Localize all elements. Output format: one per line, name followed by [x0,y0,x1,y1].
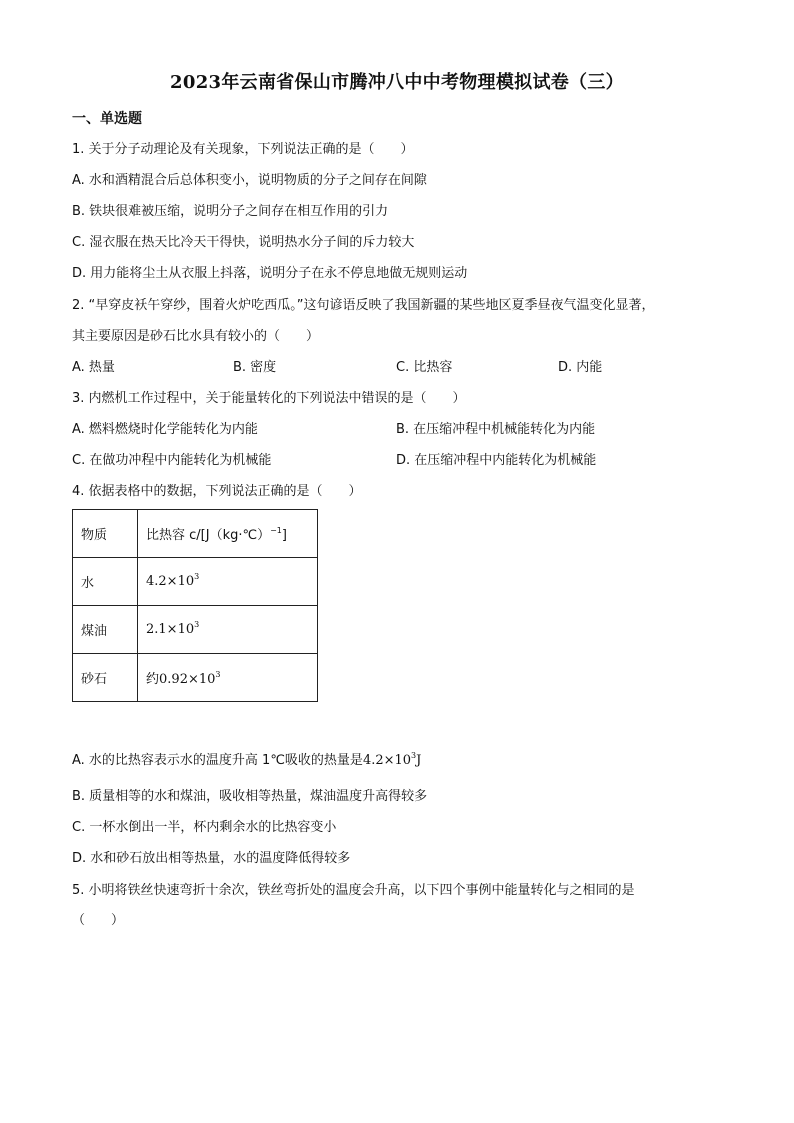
table-cell-substance: 砂石 [73,654,138,702]
q1-option-a[interactable]: A. 水和酒精混合后总体积变小，说明物质的分子之间存在间隙 [72,173,427,188]
q1-option-d[interactable]: D. 用力能将尘土从衣服上抖落，说明分子在永不停息地做无规则运动 [72,266,468,281]
q2-option-d[interactable]: D. 内能 [558,360,603,375]
q4-option-c[interactable]: C. 一杯水倒出一半，杯内剩余水的比热容变小 [72,820,337,835]
q2-option-a[interactable]: A. 热量 [72,360,115,375]
q4-option-a[interactable]: A. 水的比热容表示水的温度升高 1℃吸收的热量是$4.2\times 10^3J$ [72,751,422,768]
q4-stem: 4. 依据表格中的数据，下列说法正确的是（ ） [72,484,362,499]
q1-stem: 1. 关于分子动理论及有关现象，下列说法正确的是（ ） [72,142,414,157]
q3-option-b[interactable]: B. 在压缩冲程中机械能转化为内能 [396,422,596,437]
table-cell-substance: 煤油 [73,606,138,654]
exam-title: 2023年云南省保山市腾冲八中中考物理模拟试卷（三） [170,72,624,93]
q5-stem-line2: （ ） [72,913,125,928]
q2-option-b[interactable]: B. 密度 [233,360,277,375]
table-cell-value: $4.2\times 10^3$ [138,558,318,606]
q2-option-c[interactable]: C. 比热容 [396,360,453,375]
section-heading: 一、单选题 [72,111,142,127]
table-cell-value: 约$0.92\times 10^3$ [138,654,318,702]
q3-stem: 3. 内燃机工作过程中，关于能量转化的下列说法中错误的是（ ） [72,391,466,406]
table-header-specific-heat: 比热容 c/[J（kg·℃）$^{-1}$] [138,510,318,558]
q1-option-b[interactable]: B. 铁块很难被压缩，说明分子之间存在相互作用的引力 [72,204,389,219]
table-header-row [73,510,318,558]
table-cell-value: $2.1\times 10^3$ [138,606,318,654]
q2-stem-line2: 其主要原因是砂石比水具有较小的（ ） [72,329,320,344]
q4-option-b[interactable]: B. 质量相等的水和煤油，吸收相等热量，煤油温度升高得较多 [72,789,428,804]
specific-heat-table [72,509,318,702]
table-row [73,606,318,654]
table-header-substance: 物质 [73,510,138,558]
q4-option-d[interactable]: D. 水和砂石放出相等热量，水的温度降低得较多 [72,851,351,866]
table-row [73,654,318,702]
q2-stem-line1: 2. “早穿皮袄午穿纱，围着火炉吃西瓜。”这句谚语反映了我国新疆的某些地区夏季昼夜气温变化显著， [72,298,655,313]
q3-option-d[interactable]: D. 在压缩冲程中内能转化为机械能 [396,453,597,468]
q5-stem-line1: 5. 小明将铁丝快速弯折十余次，铁丝弯折处的温度会升高，以下四个事例中能量转化与之相同的是 [72,883,635,898]
q1-option-c[interactable]: C. 湿衣服在热天比冷天干得快，说明热水分子间的斥力较大 [72,235,415,250]
table-cell-substance: 水 [73,558,138,606]
table-row [73,558,318,606]
q3-option-c[interactable]: C. 在做功冲程中内能转化为机械能 [72,453,272,468]
q3-option-a[interactable]: A. 燃料燃烧时化学能转化为内能 [72,422,258,437]
